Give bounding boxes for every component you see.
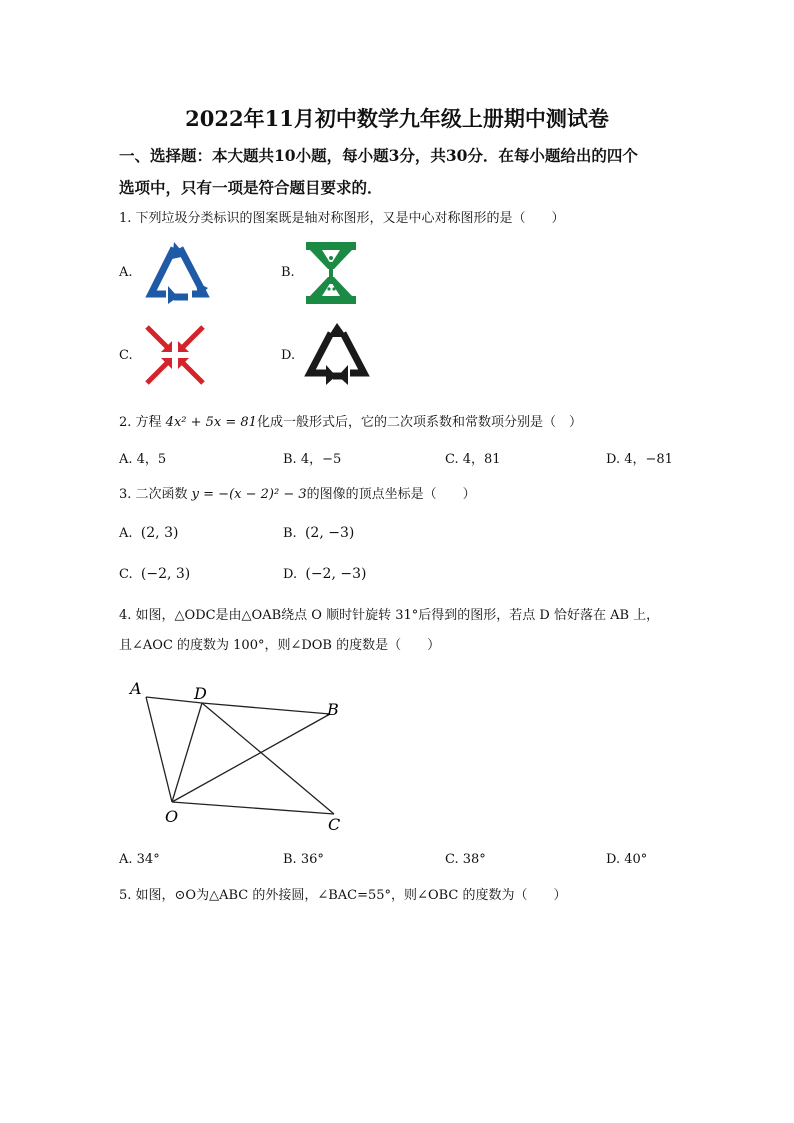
question-3-stem [119, 483, 476, 502]
q3-equation: y = −(x − 2)² − 3 [191, 487, 307, 502]
question-4-stem-line-2: 且∠AOC 的度数为 100°，则∠DOB 的度数是（ ） [119, 638, 441, 653]
q4-geometry-figure [120, 675, 360, 840]
blue-recycle-triangle-icon [144, 242, 212, 304]
black-recycle-icon [304, 323, 370, 385]
q1-option-c-label: C. [119, 348, 133, 363]
q3-option-c: C. (−2, 3) [119, 566, 191, 582]
point-label-a: A [130, 679, 142, 698]
q2-option-d: D. 4，−81 [606, 452, 673, 467]
segment-ob [172, 714, 330, 802]
q4-option-c: C. 38° [445, 852, 486, 867]
segment-oc [172, 802, 334, 814]
red-inward-arrows-icon [144, 324, 206, 386]
point-label-o: O [165, 807, 179, 826]
q3-option-d: D. (−2, −3) [283, 566, 367, 582]
q1-option-a-label: A. [119, 265, 133, 280]
segment-ao [146, 697, 172, 802]
q2-stem-prefix: 2. 方程 [119, 415, 166, 430]
section-heading-line-1: 一、选择题：本大题共10小题，每小题3分，共30分．在每小题给出的四个 [119, 146, 638, 165]
q2-option-b: B. 4，−5 [283, 452, 342, 467]
question-2-stem [119, 411, 582, 430]
q2-option-c: C. 4，81 [445, 452, 501, 467]
q1-option-d-label: D. [281, 348, 296, 363]
q3-option-b: B. (2, −3) [283, 525, 355, 541]
q2-stem-suffix: 化成一般形式后，它的二次项系数和常数项分别是（ ） [256, 415, 582, 430]
green-hourglass-icon [304, 242, 358, 304]
q2-option-a: A. 4，5 [119, 452, 167, 467]
q3-stem-prefix: 3. 二次函数 [119, 487, 192, 502]
point-label-b: B [327, 700, 339, 719]
question-1-stem: 1. 下列垃圾分类标识的图案既是轴对称图形，又是中心对称图形的是（ ） [119, 211, 565, 226]
q1-option-b-label: B. [281, 265, 295, 280]
question-5-stem: 5. 如图，⊙O为△ABC 的外接圆，∠BAC=55°，则∠OBC 的度数为（ ） [119, 888, 567, 903]
q4-option-b: B. 36° [283, 852, 324, 867]
page-title: 2022年11月初中数学九年级上册期中测试卷 [185, 106, 609, 131]
q4-option-a: A. 34° [119, 852, 160, 867]
point-label-d: D [194, 684, 207, 703]
segment-db [202, 703, 330, 714]
section-heading-line-2: 选项中，只有一项是符合题目要求的． [119, 178, 383, 197]
question-4-stem-line-1: 4. 如图，△ODC是由△OAB绕点 O 顺时针旋转 31°后得到的图形，若点 D 恰好落在 AB 上， [119, 608, 660, 623]
q3-stem-suffix: 的图像的顶点坐标是（ ） [306, 487, 476, 502]
q2-equation: 4x² + 5x = 81 [165, 415, 257, 430]
point-label-c: C [328, 815, 341, 834]
q4-option-d: D. 40° [606, 852, 648, 867]
q3-option-a: A. (2, 3) [119, 525, 179, 541]
segment-dc [202, 703, 334, 814]
